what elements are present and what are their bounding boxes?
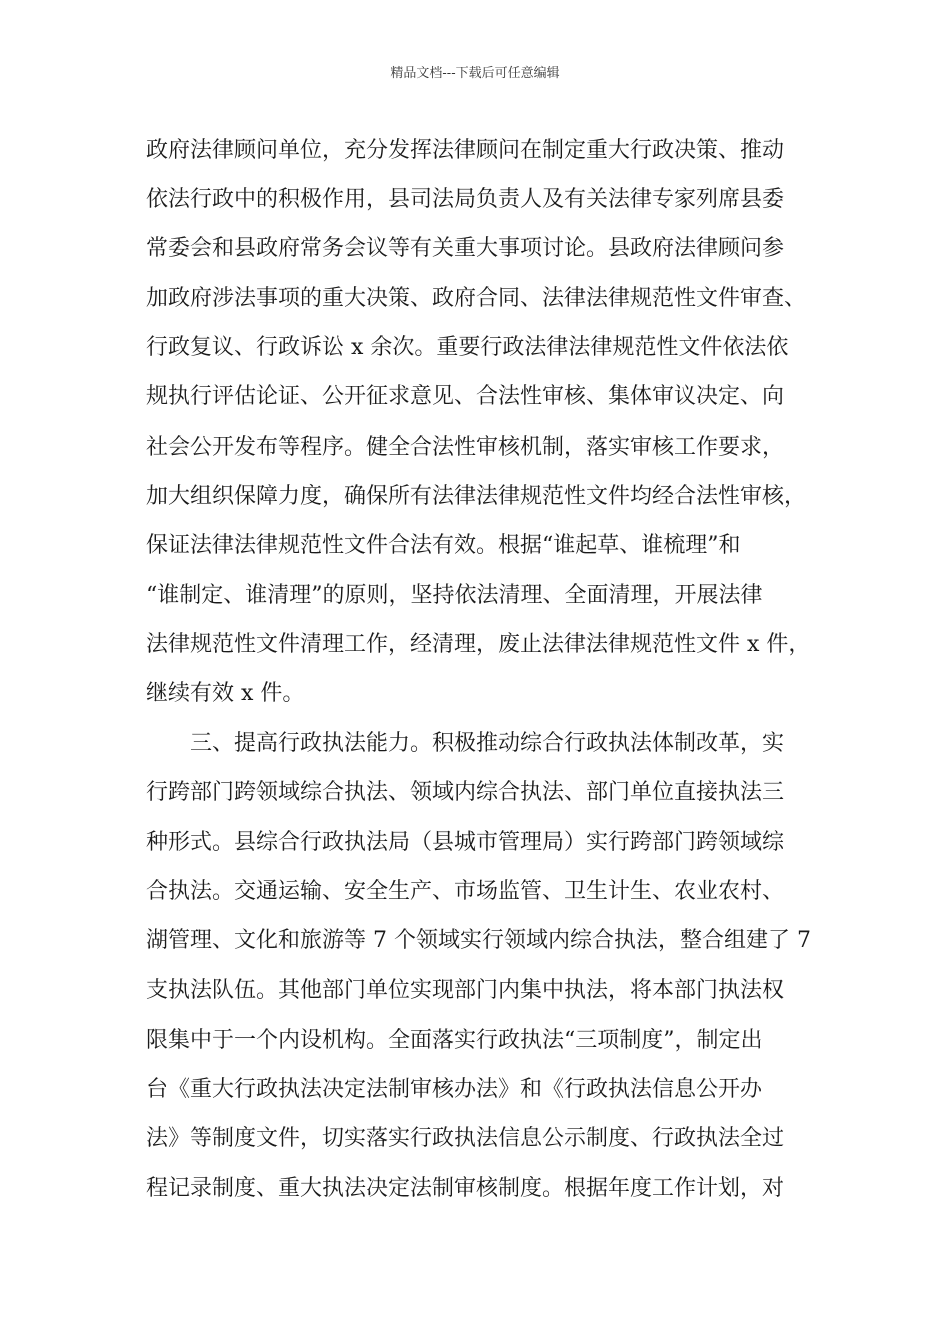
paragraph-2-line-2: 行跨部门跨领域综合执法、领域内综合执法、部门单位直接执法三 <box>146 780 785 805</box>
paragraph-1-line-12: 继续有效 x 件。 <box>146 681 305 706</box>
paragraph-1-line-10: “谁制定、谁清理”的原则，坚持依法清理、全面清理，开展法律 <box>146 583 763 608</box>
paragraph-2-line-4: 合执法。交通运输、安全生产、市场监管、卫生计生、农业农村、 <box>146 879 785 904</box>
paragraph-2-line-7: 限集中于一个内设机构。全面落实行政执法“三项制度”，制定出 <box>146 1028 763 1053</box>
paragraph-2-line-10: 程记录制度、重大执法决定法制审核制度。根据年度工作计划，对 <box>146 1176 785 1201</box>
page-header: 精品文档---下载后可任意编辑 <box>390 66 560 81</box>
paragraph-2-line-5: 湖管理、文化和旅游等 7 个领域实行领域内综合执法，整合组建了 7 <box>146 928 811 953</box>
paragraph-2-line-6: 支执法队伍。其他部门单位实现部门内集中执法，将本部门执法权 <box>146 978 785 1003</box>
paragraph-1-line-11: 法律规范性文件清理工作，经清理，废止法律法律规范性文件 x 件， <box>146 632 811 657</box>
paragraph-2-line-8: 台《重大行政执法决定法制审核办法》和《行政执法信息公开办 <box>146 1077 763 1102</box>
paragraph-1-line-6: 规执行评估论证、公开征求意见、合法性审核、集体审议决定、向 <box>146 384 785 409</box>
paragraph-1-line-8: 加大组织保障力度，确保所有法律法律规范性文件均经合法性审核， <box>146 484 807 509</box>
paragraph-2-line-9: 法》等制度文件，切实落实行政执法信息公示制度、行政执法全过 <box>146 1126 785 1151</box>
paragraph-1-line-4: 加政府涉法事项的重大决策、政府合同、法律法律规范性文件审查、 <box>146 286 807 311</box>
paragraph-1-line-5: 行政复议、行政诉讼 x 余次。重要行政法律法律规范性文件依法依 <box>146 335 789 360</box>
paragraph-1-line-9: 保证法律法律规范性文件合法有效。根据“谁起草、谁梳理”和 <box>146 533 741 558</box>
paragraph-2-line-1: 三、提高行政执法能力。积极推动综合行政执法体制改革，实 <box>190 731 785 756</box>
paragraph-2-line-3: 种形式。县综合行政执法局（县城市管理局）实行跨部门跨领域综 <box>146 830 785 855</box>
paragraph-1-line-3: 常委会和县政府常务会议等有关重大事项讨论。县政府法律顾问参 <box>146 236 785 261</box>
paragraph-1-line-7: 社会公开发布等程序。健全合法性审核机制，落实审核工作要求， <box>146 435 785 460</box>
paragraph-1-line-2: 依法行政中的积极作用，县司法局负责人及有关法律专家列席县委 <box>146 187 785 212</box>
paragraph-1-line-1: 政府法律顾问单位，充分发挥法律顾问在制定重大行政决策、推动 <box>146 138 785 163</box>
